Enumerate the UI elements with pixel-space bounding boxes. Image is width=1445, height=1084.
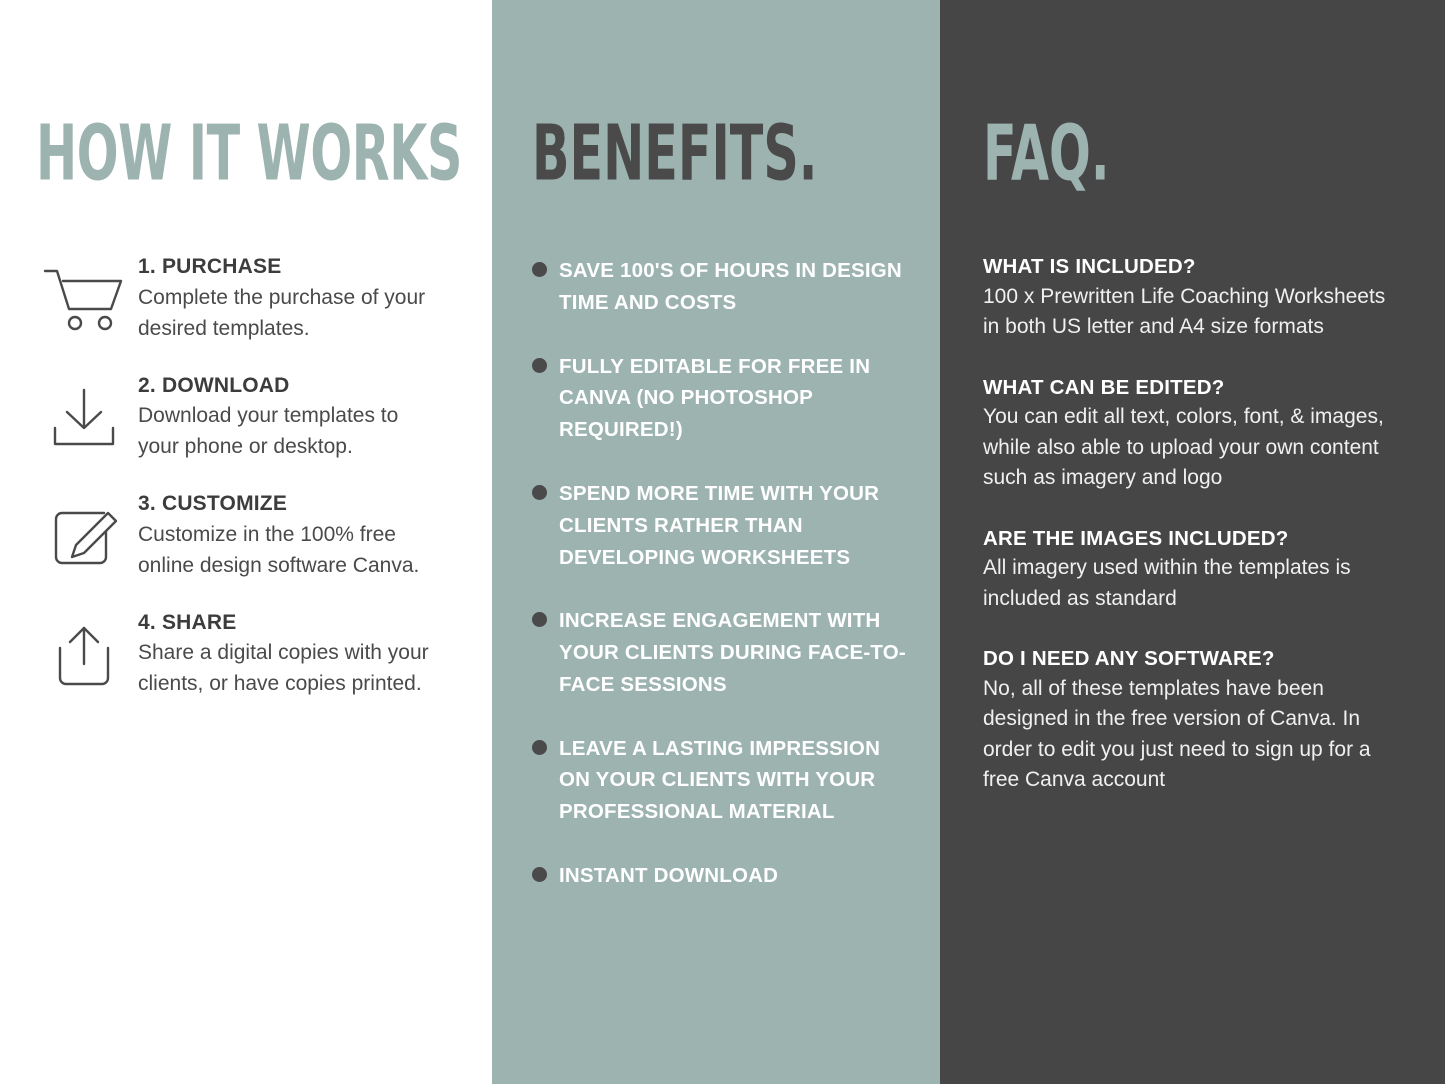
faq-title: FAQ. (983, 109, 1110, 199)
step-text (132, 372, 438, 463)
step-text (132, 490, 438, 581)
benefits-column (492, 0, 940, 1084)
list-item (532, 860, 940, 892)
faq-answer: 100 x Prewritten Life Coaching Worksheets in both US letter and A4 size formats (983, 284, 1386, 339)
bullet-icon (532, 612, 547, 627)
bullet-icon (532, 740, 547, 755)
step-text (132, 253, 438, 344)
list-item (532, 605, 940, 700)
faq-entry (983, 374, 1403, 494)
benefit-text: SPEND MORE TIME WITH YOUR CLIENTS RATHER THAN DEVELOPING WORKSHEETS (559, 482, 880, 569)
faq-list (983, 253, 1403, 796)
faq-column (940, 0, 1445, 1084)
step-body: Share a digital copies with your clients, or have copies printed. (138, 641, 429, 696)
benefit-text: INCREASE ENGAGEMENT WITH YOUR CLIENTS DURING FACE-TO-FACE SESSIONS (559, 609, 906, 696)
step-body: Customize in the 100% free online design software Canva. (138, 522, 420, 577)
list-item (532, 478, 940, 573)
step-text (132, 609, 438, 700)
download-arrow-icon (36, 372, 132, 458)
faq-question: DO I NEED ANY SOFTWARE? (983, 647, 1275, 671)
bullet-icon (532, 358, 547, 373)
faq-answer: You can edit all text, colors, font, & images, while also able to upload your own content such as imagery and logo (983, 405, 1384, 490)
pencil-edit-icon (36, 490, 132, 576)
list-item (532, 255, 940, 319)
benefit-text: FULLY EDITABLE FOR FREE IN CANVA (NO PHOTOSHOP REQUIRED!) (559, 354, 871, 442)
benefit-text: LEAVE A LASTING IMPRESSION ON YOUR CLIENTS WITH YOUR PROFESSIONAL MATERIAL (559, 736, 881, 824)
faq-answer: All imagery used within the templates is included as standard (983, 556, 1351, 610)
benefits-list (532, 255, 940, 891)
step-download (36, 372, 492, 463)
steps-list (36, 253, 492, 699)
faq-question: WHAT CAN BE EDITED? (983, 375, 1225, 399)
bullet-icon (532, 485, 547, 500)
faq-entry (983, 253, 1403, 343)
faq-entry (983, 525, 1403, 615)
share-upload-icon (36, 609, 132, 695)
step-heading: 3. CUSTOMIZE (138, 492, 288, 516)
step-purchase (36, 253, 492, 344)
faq-question: WHAT IS INCLUDED? (983, 255, 1196, 279)
step-heading: 1. PURCHASE (138, 255, 282, 279)
step-body: Download your templates to your phone or desktop. (138, 404, 399, 459)
benefit-text: SAVE 100'S OF HOURS IN DESIGN TIME AND COSTS (559, 259, 902, 314)
faq-entry (983, 645, 1403, 795)
benefits-title: BENEFITS. (532, 109, 818, 199)
faq-question: ARE THE IMAGES INCLUDED? (983, 526, 1289, 550)
bullet-icon (532, 867, 547, 882)
benefit-text: INSTANT DOWNLOAD (559, 863, 779, 887)
how-it-works-title: HOW IT WORKS (36, 109, 463, 199)
shopping-cart-icon (36, 253, 132, 339)
how-it-works-column (0, 0, 492, 1084)
bullet-icon (532, 262, 547, 277)
step-customize (36, 490, 492, 581)
step-body: Complete the purchase of your desired templates. (138, 285, 426, 340)
list-item (532, 733, 940, 828)
faq-answer: No, all of these templates have been designed in the free version of Canva. In order to edit you just need to sign up for a free Canva account (983, 677, 1371, 792)
list-item (532, 351, 940, 446)
step-heading: 4. SHARE (138, 610, 237, 634)
step-share (36, 609, 492, 700)
step-heading: 2. DOWNLOAD (138, 373, 290, 397)
